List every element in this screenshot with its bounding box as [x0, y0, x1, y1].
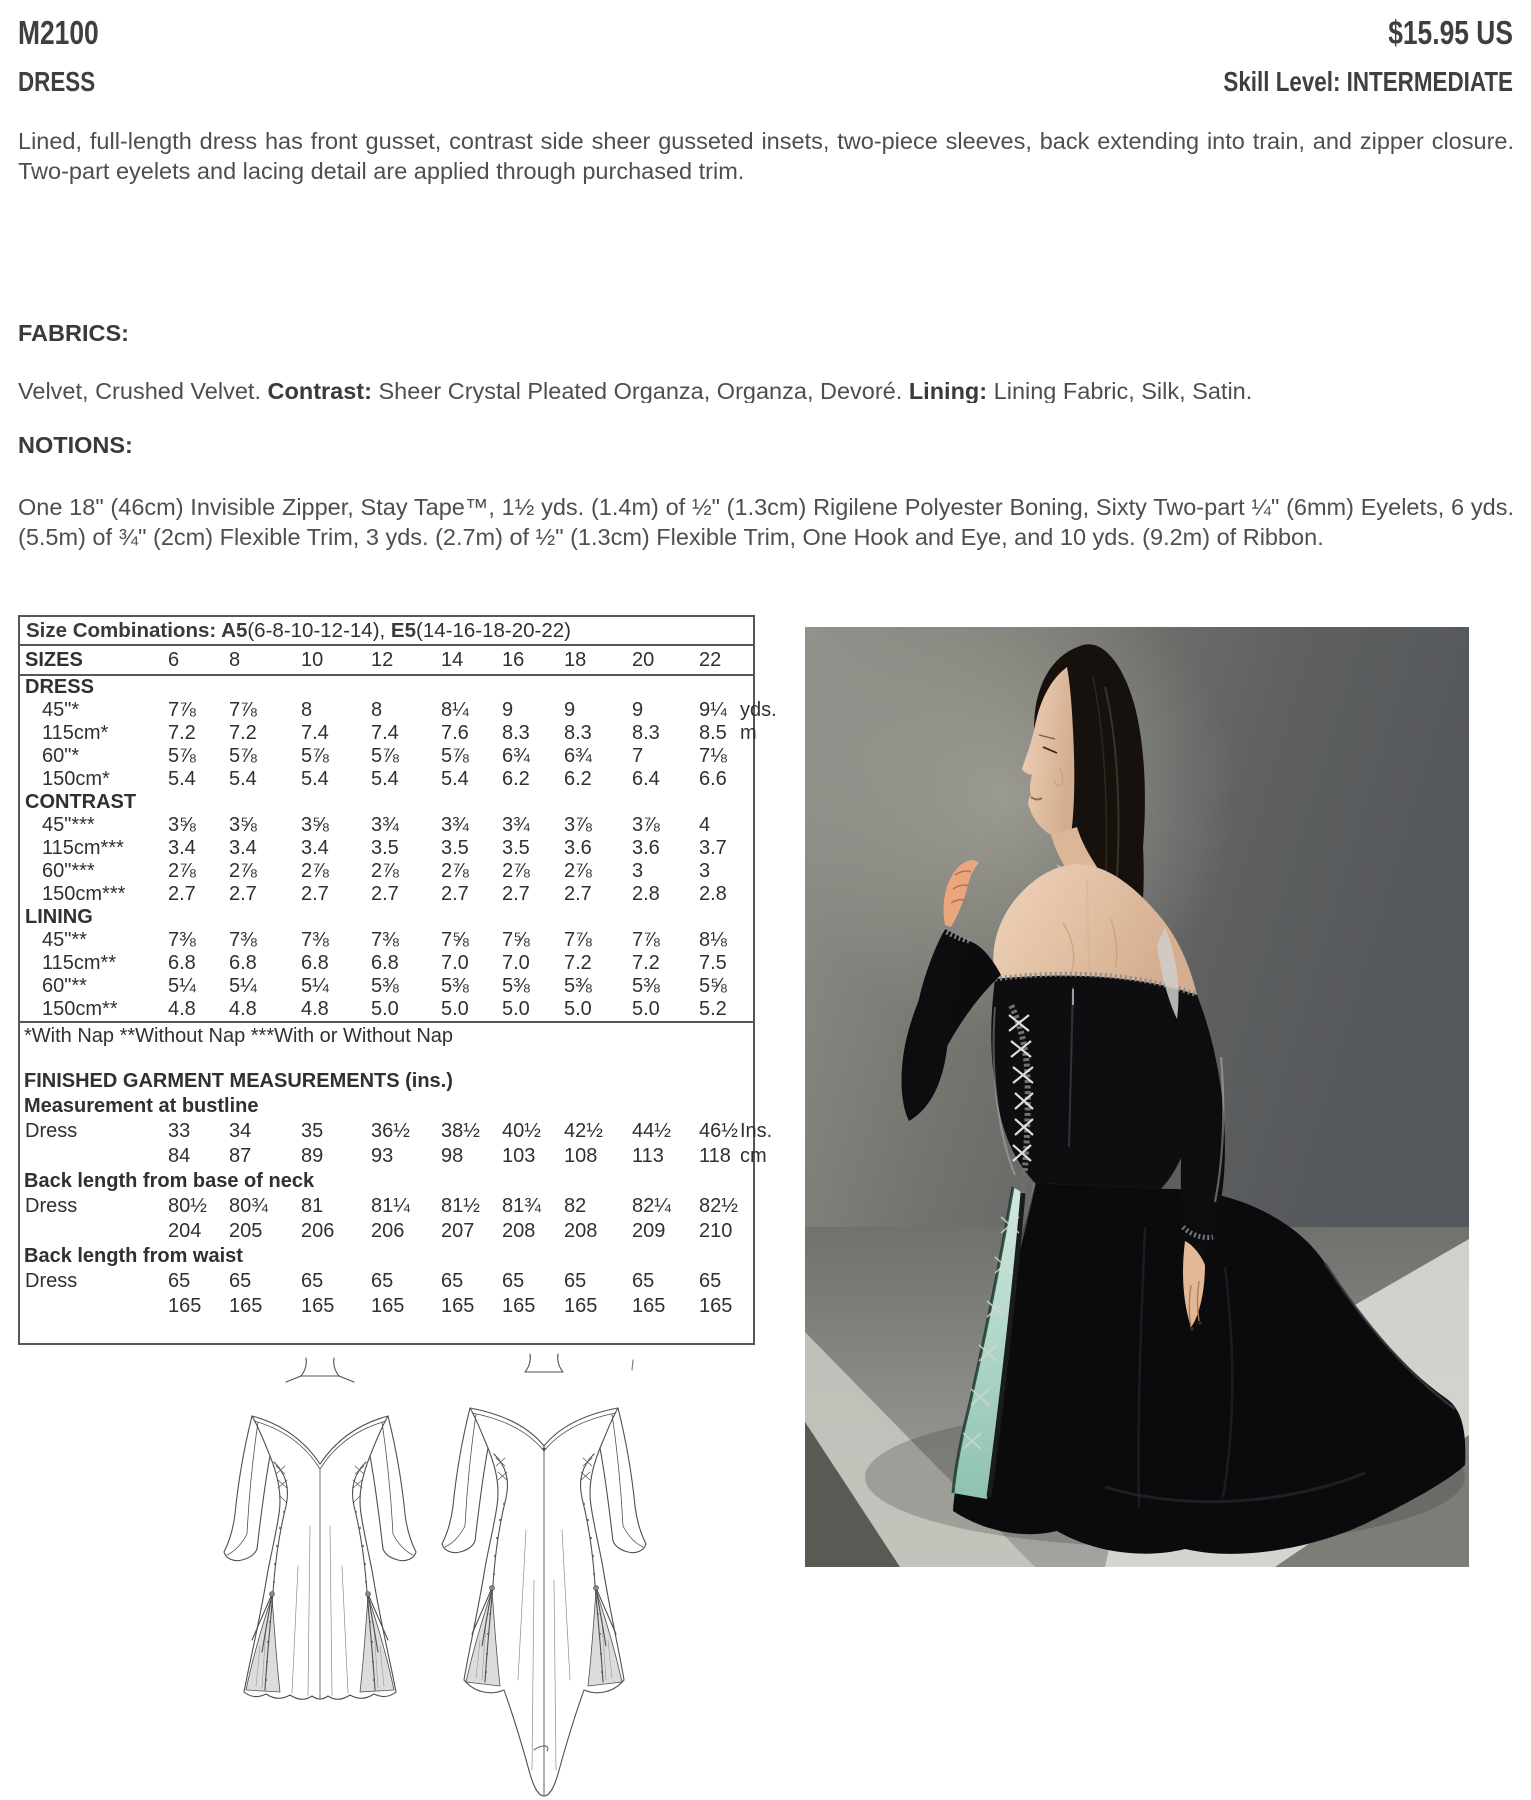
yardage-value: 7⅝ — [441, 929, 469, 951]
text-segment: Contrast: — [267, 378, 379, 403]
notions-heading: NOTIONS: — [18, 432, 133, 458]
yardage-value: 7.5 — [699, 952, 727, 974]
measurement-value: 206 — [301, 1220, 335, 1242]
measurement-value: 103 — [502, 1145, 536, 1167]
sizes-label: SIZES — [25, 649, 83, 671]
yardage-row — [20, 699, 777, 722]
text-segment: E5 — [390, 619, 416, 642]
fabrics-text — [18, 376, 1514, 403]
yardage-row-label: 60"* — [42, 745, 80, 767]
yardage-value: 3⅝ — [301, 814, 329, 836]
size-column-header: 6 — [168, 649, 180, 671]
yardage-section-label: DRESS — [25, 676, 94, 698]
yardage-value: 5.4 — [229, 768, 257, 790]
yardage-value: 6.8 — [168, 952, 196, 974]
yardage-value: 9 — [632, 699, 644, 721]
yardage-value: 7.2 — [632, 952, 660, 974]
measurement-value: 87 — [229, 1145, 252, 1167]
measurement-value: 65 — [168, 1270, 191, 1292]
yardage-row — [20, 929, 753, 952]
measurement-value: 82½ — [699, 1195, 738, 1217]
size-column-header: 14 — [441, 649, 464, 671]
yardage-unit — [740, 768, 753, 791]
yardage-value: 5.0 — [502, 998, 530, 1020]
yardage-value: 9 — [502, 699, 514, 721]
finished-measurements — [20, 1069, 773, 1319]
size-column-header: 22 — [699, 649, 722, 671]
yardage-value: 2⅞ — [502, 860, 530, 882]
measurement-value: 165 — [502, 1295, 536, 1317]
yardage-value: 3.5 — [502, 837, 530, 859]
skill-level: Skill Level: INTERMEDIATE — [1223, 66, 1513, 97]
yardage-value: 5.0 — [564, 998, 592, 1020]
yardage-value: 5⅞ — [441, 745, 469, 767]
yardage-value: 8 — [371, 699, 383, 721]
yardage-value: 9 — [564, 699, 576, 721]
yardage-value: 6¾ — [564, 745, 592, 767]
yardage-value: 3¾ — [441, 814, 469, 836]
yardage-value: 5.0 — [632, 998, 660, 1020]
yardage-unit — [740, 929, 753, 952]
yardage-value: 8⅛ — [699, 929, 727, 951]
yardage-value: 5⅞ — [229, 745, 257, 767]
yardage-row-label: 115cm* — [42, 722, 109, 744]
yardage-unit — [740, 745, 753, 768]
finished-measurement-rows — [20, 1094, 773, 1319]
yardage-value: 3.6 — [632, 837, 660, 859]
yardage-row-label: 45"*** — [42, 814, 95, 836]
text-segment: (6-8-10-12-14), — [247, 619, 391, 642]
yardage-row-label: 60"** — [42, 975, 87, 997]
yardage-value: 8.3 — [632, 722, 660, 744]
measurement-value: 165 — [301, 1295, 335, 1317]
measurement-value: 165 — [699, 1295, 733, 1317]
yardage-row — [20, 814, 753, 837]
measurement-row — [20, 1294, 753, 1319]
measurement-value: 82 — [564, 1195, 587, 1217]
measurement-value: 209 — [632, 1220, 666, 1242]
text-segment: Lining Fabric, Silk, Satin. — [993, 378, 1253, 403]
measurement-value: 165 — [168, 1295, 202, 1317]
measurement-value: 165 — [229, 1295, 263, 1317]
measurement-unit — [740, 1269, 753, 1294]
measurement-value: 165 — [632, 1295, 666, 1317]
text-segment: A5 — [221, 619, 248, 642]
yardage-value: 7.0 — [502, 952, 530, 974]
yardage-value: 5¼ — [301, 975, 329, 997]
measurement-row-label — [20, 1294, 168, 1319]
sizes-header-row — [20, 646, 753, 676]
yardage-value: 5.4 — [168, 768, 196, 790]
measurement-value: 108 — [564, 1145, 598, 1167]
measurement-unit: Ins. — [740, 1120, 773, 1142]
measurement-unit — [740, 1294, 753, 1319]
yardage-value: 7⅞ — [632, 929, 660, 951]
measurement-value: 165 — [371, 1295, 405, 1317]
yardage-value: 7⅝ — [502, 929, 530, 951]
size-unit-header — [740, 646, 753, 674]
front-view-drawing — [222, 1356, 418, 1714]
yardage-value: 8 — [301, 699, 313, 721]
yardage-value: 5¼ — [229, 975, 257, 997]
measurement-value: 65 — [502, 1270, 525, 1292]
yardage-value: 7⅞ — [168, 699, 196, 721]
measurement-value: 34 — [229, 1120, 252, 1142]
garment-description: Lined, full-length dress has front gusset, contrast side sheer gusseted insets, two-piece sleeves, back extending into train, and zipper closure. Two-part eyelets and lacing detail are applied through purchased trim. — [18, 128, 1514, 184]
measurement-value: 204 — [168, 1220, 202, 1242]
yardage-row-label: 60"*** — [42, 860, 95, 882]
text-segment: Lining: — [908, 378, 994, 403]
yardage-row-label: 45"** — [42, 929, 87, 951]
yardage-value: 5¼ — [168, 975, 196, 997]
yardage-value: 3.7 — [699, 837, 727, 859]
yardage-row-label: 150cm*** — [42, 883, 126, 905]
measurement-value: 113 — [632, 1145, 664, 1167]
measurement-value: 65 — [699, 1270, 722, 1292]
yardage-value: 2.7 — [371, 883, 399, 905]
measurement-row — [20, 1269, 753, 1294]
yardage-value: 5.0 — [441, 998, 469, 1020]
yardage-value: 8¼ — [441, 699, 469, 721]
yardage-value: 7⅛ — [699, 745, 727, 767]
measurement-value: 205 — [229, 1220, 263, 1242]
yardage-value: 5⅜ — [502, 975, 530, 997]
yardage-value: 6.6 — [699, 768, 727, 790]
yardage-row-label: 150cm** — [42, 998, 118, 1020]
measurement-value: 40½ — [502, 1120, 541, 1142]
yardage-value: 9¼ — [699, 699, 727, 721]
text-segment: Sheer Crystal Pleated Organza, Organza, Devoré. — [378, 378, 909, 403]
yardage-unit — [740, 837, 753, 860]
yardage-row-label: 115cm** — [42, 952, 117, 974]
size-column-header: 16 — [502, 649, 525, 671]
yardage-value: 2.8 — [699, 883, 727, 905]
yardage-unit — [740, 975, 753, 998]
yardage-value: 7.0 — [441, 952, 469, 974]
yardage-value: 4.8 — [168, 998, 196, 1020]
size-column-header: 10 — [301, 649, 324, 671]
yardage-value: 7.4 — [371, 722, 399, 744]
measurement-value: 165 — [441, 1295, 475, 1317]
measurement-row — [20, 1194, 753, 1219]
measurement-group-label: Back length from base of neck — [24, 1170, 315, 1192]
yardage-value: 2⅞ — [301, 860, 329, 882]
yardage-value: 6.2 — [502, 768, 530, 790]
yardage-value: 2⅞ — [441, 860, 469, 882]
yardage-value: 5⅜ — [632, 975, 660, 997]
yardage-value: 6¾ — [502, 745, 530, 767]
yardage-table — [18, 615, 777, 1345]
yardage-value: 4 — [699, 814, 711, 836]
yardage-value: 3¾ — [502, 814, 530, 836]
yardage-value: 5⅜ — [564, 975, 592, 997]
size-column-header: 20 — [632, 649, 655, 671]
yardage-value: 5.0 — [371, 998, 399, 1020]
measurement-value: 208 — [564, 1220, 598, 1242]
yardage-value: 5.4 — [441, 768, 469, 790]
yardage-value: 7.2 — [564, 952, 592, 974]
yardage-value: 3 — [699, 860, 711, 882]
yardage-row — [20, 837, 753, 860]
yardage-section-label: CONTRAST — [25, 791, 137, 813]
yardage-value: 7⅞ — [229, 699, 257, 721]
yardage-value: 5.4 — [371, 768, 399, 790]
measurement-value: 81½ — [441, 1195, 480, 1217]
yardage-value: 5.4 — [301, 768, 329, 790]
size-column-header: 18 — [564, 649, 587, 671]
yardage-unit — [740, 883, 753, 906]
yardage-row — [20, 883, 753, 906]
yardage-value: 2.7 — [301, 883, 329, 905]
price: $15.95 US — [1388, 14, 1513, 51]
measurement-value: 98 — [441, 1145, 464, 1167]
yardage-value: 3 — [632, 860, 644, 882]
yardage-unit: yds. — [740, 699, 777, 721]
yardage-value: 5⅝ — [699, 975, 727, 997]
yardage-row — [20, 745, 753, 768]
finished-measurements-heading: FINISHED GARMENT MEASUREMENTS (ins.) — [24, 1070, 453, 1092]
yardage-value: 6.4 — [632, 768, 660, 790]
yardage-unit — [740, 814, 753, 837]
model-photo — [805, 627, 1469, 1567]
back-view-drawing — [438, 1350, 650, 1800]
yardage-value: 3⅞ — [564, 814, 592, 836]
yardage-value: 7⅜ — [229, 929, 257, 951]
yardage-row-label: 150cm* — [42, 768, 110, 790]
yardage-value: 6.8 — [301, 952, 329, 974]
measurement-value: 65 — [371, 1270, 394, 1292]
yardage-value: 2.8 — [632, 883, 660, 905]
yardage-value: 7⅜ — [371, 929, 399, 951]
yardage-value: 6.8 — [371, 952, 399, 974]
yardage-value: 2.7 — [502, 883, 530, 905]
yardage-value: 3.4 — [168, 837, 196, 859]
yardage-value: 2.7 — [229, 883, 257, 905]
yardage-unit — [740, 952, 753, 975]
measurement-row-label: Dress — [25, 1195, 78, 1217]
yardage-row — [20, 860, 753, 883]
yardage-value: 6.8 — [229, 952, 257, 974]
yardage-value: 2⅞ — [371, 860, 399, 882]
fabrics-heading: FABRICS: — [18, 320, 129, 346]
yardage-row — [20, 975, 753, 998]
yardage-value: 5⅞ — [168, 745, 196, 767]
yardage-value: 8.3 — [502, 722, 530, 744]
yardage-value: 3.6 — [564, 837, 592, 859]
measurement-value: 65 — [301, 1270, 324, 1292]
measurement-value: 44½ — [632, 1120, 671, 1142]
size-combinations-title — [20, 617, 753, 646]
yardage-section-contrast — [20, 791, 753, 814]
measurement-value: 82¼ — [632, 1195, 671, 1217]
yardage-rows — [20, 676, 777, 1021]
yardage-value: 3¾ — [371, 814, 399, 836]
nap-footnote: *With Nap **Without Nap ***With or Without Nap — [20, 1021, 753, 1049]
measurement-value: 65 — [441, 1270, 464, 1292]
yardage-value: 3.5 — [441, 837, 469, 859]
yardage-value: 2.7 — [564, 883, 592, 905]
yardage-value: 7.2 — [229, 722, 257, 744]
measurement-row-label — [20, 1219, 168, 1244]
pattern-number: M2100 — [18, 14, 99, 51]
yardage-value: 2.7 — [441, 883, 469, 905]
yardage-value: 7.2 — [168, 722, 196, 744]
yardage-value: 7⅞ — [564, 929, 592, 951]
measurement-value: 65 — [564, 1270, 587, 1292]
measurement-value: 210 — [699, 1220, 733, 1242]
measurement-group-label: Measurement at bustline — [24, 1095, 259, 1117]
measurement-value: 165 — [564, 1295, 598, 1317]
yardage-value: 5⅞ — [371, 745, 399, 767]
measurement-row — [20, 1119, 773, 1144]
measurement-value: 33 — [168, 1120, 191, 1142]
yardage-row — [20, 768, 753, 791]
yardage-row — [20, 722, 757, 745]
measurement-unit — [740, 1194, 753, 1219]
measurement-value: 46½ — [699, 1120, 738, 1142]
yardage-value: 2⅞ — [229, 860, 257, 882]
measurement-value: 81¼ — [371, 1195, 410, 1217]
yardage-unit: m — [740, 722, 757, 744]
yardage-unit — [740, 998, 753, 1021]
measurement-value: 38½ — [441, 1120, 480, 1142]
text-segment: (14-16-18-20-22) — [416, 619, 571, 642]
measurement-value: 42½ — [564, 1120, 603, 1142]
yardage-value: 4.8 — [301, 998, 329, 1020]
measurement-value: 80½ — [168, 1195, 207, 1217]
yardage-value: 5⅜ — [371, 975, 399, 997]
measurement-unit: cm — [740, 1145, 767, 1167]
yardage-value: 3.4 — [229, 837, 257, 859]
measurement-value: 81¾ — [502, 1195, 541, 1217]
text-segment: Velvet, Crushed Velvet. — [18, 378, 268, 403]
size-column-header: 12 — [371, 649, 394, 671]
yardage-value: 2⅞ — [564, 860, 592, 882]
measurement-value: 206 — [371, 1220, 405, 1242]
measurement-value: 207 — [441, 1220, 475, 1242]
yardage-row-label: 115cm*** — [42, 837, 124, 859]
yardage-value: 2⅞ — [168, 860, 196, 882]
yardage-value: 3.4 — [301, 837, 329, 859]
measurement-value: 36½ — [371, 1120, 410, 1142]
yardage-value: 8.5 — [699, 722, 727, 744]
notions-text: One 18" (46cm) Invisible Zipper, Stay Tape™, 1½ yds. (1.4m) of ½" (1.3cm) Rigilene Polyester Boning, Sixty Two-part ¼" (6mm) Eyelets, 6 yds. (5.5m) of ¾" (2cm) Flexible Trim, 3 yds. (2.7m) of ½" (1.3cm) Flexible Trim, One Hook and Eye, and 10 yds. (9.2m) of Ribbon. — [18, 494, 1514, 550]
measurement-value: 89 — [301, 1145, 324, 1167]
yardage-row — [20, 952, 753, 975]
yardage-value: 8.3 — [564, 722, 592, 744]
measurement-value: 65 — [632, 1270, 655, 1292]
yardage-value: 7⅜ — [168, 929, 196, 951]
yardage-row-label: 45"* — [42, 699, 80, 721]
measurement-value: 208 — [502, 1220, 536, 1242]
yardage-value: 7.4 — [301, 722, 329, 744]
yardage-value: 3.5 — [371, 837, 399, 859]
text-segment: Size Combinations: — [26, 619, 222, 642]
measurement-group-label: Back length from waist — [24, 1245, 243, 1267]
yardage-value: 5.2 — [699, 998, 727, 1020]
measurement-value: 118 — [699, 1145, 731, 1167]
measurement-row — [20, 1219, 753, 1244]
measurement-row — [20, 1144, 767, 1169]
measurement-value: 93 — [371, 1145, 394, 1167]
yardage-value: 5⅜ — [441, 975, 469, 997]
yardage-value: 6.2 — [564, 768, 592, 790]
measurement-row-label — [20, 1144, 168, 1169]
measurement-row-label: Dress — [25, 1270, 78, 1292]
yardage-value: 3⅞ — [632, 814, 660, 836]
yardage-section-dress — [20, 676, 753, 699]
measurement-unit — [740, 1219, 753, 1244]
yardage-value: 2.7 — [168, 883, 196, 905]
size-column-header: 8 — [229, 649, 241, 671]
garment-title: DRESS — [18, 66, 96, 97]
yardage-unit — [740, 860, 753, 883]
yardage-section-lining — [20, 906, 753, 929]
yardage-value: 7 — [632, 745, 644, 767]
measurement-value: 81 — [301, 1195, 324, 1217]
measurement-row-label: Dress — [25, 1120, 78, 1142]
yardage-section-label: LINING — [25, 906, 93, 928]
yardage-value: 7.6 — [441, 722, 469, 744]
yardage-row — [20, 998, 753, 1021]
measurement-value: 65 — [229, 1270, 252, 1292]
yardage-value: 4.8 — [229, 998, 257, 1020]
measurement-value: 80¾ — [229, 1195, 268, 1217]
measurement-value: 35 — [301, 1120, 324, 1142]
yardage-value: 7⅜ — [301, 929, 329, 951]
measurement-value: 84 — [168, 1145, 191, 1167]
yardage-value: 5⅞ — [301, 745, 329, 767]
yardage-value: 3⅝ — [168, 814, 196, 836]
yardage-value: 3⅝ — [229, 814, 257, 836]
